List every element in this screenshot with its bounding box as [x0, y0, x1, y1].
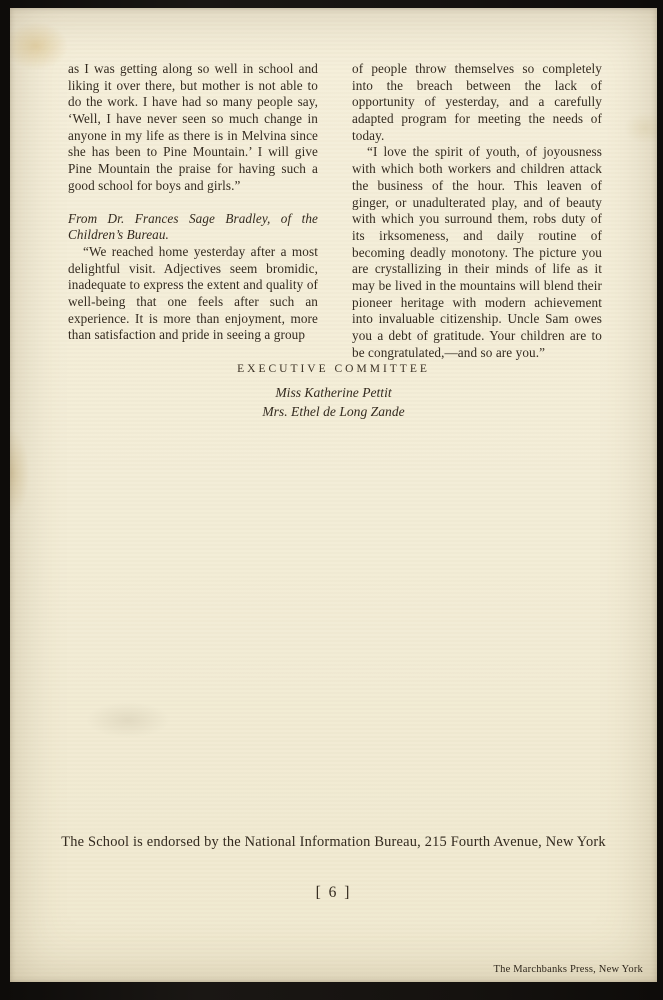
two-column-text: [68, 61, 602, 361]
document-page: [10, 8, 657, 982]
executive-committee-heading: EXECUTIVE COMMITTEE: [237, 363, 430, 375]
printer-credit: The Marchbanks Press, New York: [493, 964, 643, 975]
committee-members-list: [10, 383, 657, 421]
right-paragraph-continuation: of people throw themselves so completely into the breach between the lack of opportunity of yesterday, and a carefully adapted program for meeting the needs of today.: [352, 61, 602, 143]
endorsement-line: The School is endorsed by the National Information Bureau, 215 Fourth Avenue, New York: [61, 834, 606, 850]
executive-committee-block: [10, 363, 657, 421]
committee-member: Miss Katherine Pettit: [275, 385, 392, 400]
right-column: [352, 61, 602, 361]
committee-member: Mrs. Ethel de Long Zande: [262, 404, 405, 419]
testimonial-attribution-heading: From Dr. Frances Sage Bradley, of the Children’s Bureau.: [68, 210, 318, 243]
page-number: [ 6 ]: [315, 884, 352, 901]
left-paragraph-continuation: as I was getting along so well in school and liking it over there, but mother is not able to do the work. I have had so many people say, ‘Well, I have never seen so much change in anyone in my life as there is in Melvina since she has been to Pine Mountain.’ I will give Pine Mountain the praise for having such a good school for boys and girls.”: [68, 61, 318, 193]
left-column: [68, 61, 318, 361]
right-paragraph-quote: “I love the spirit of youth, of joyousness with which both workers and children attack the business of the hour. This leaven of ginger, or unadulterated play, and of beauty with which you surround them, robs duty of its irksomeness, and daily routine of becoming deadly monotony. The picture you are crystallizing in their minds of life as it may be lived in the mountains will blend their pioneer heritage with modern achievement into invaluable citizenship. Uncle Sam owes you a debt of gratitude. Your children are to be congratulated,—and so are you.”: [352, 144, 602, 360]
left-paragraph-quote: “We reached home yesterday after a most delightful visit. Adjectives seem bromidic, inadequate to express the extent and quality of well-being that one feels after such an experience. It is more than enjoyment, more than satisfaction and pride in seeing a group: [68, 243, 318, 343]
